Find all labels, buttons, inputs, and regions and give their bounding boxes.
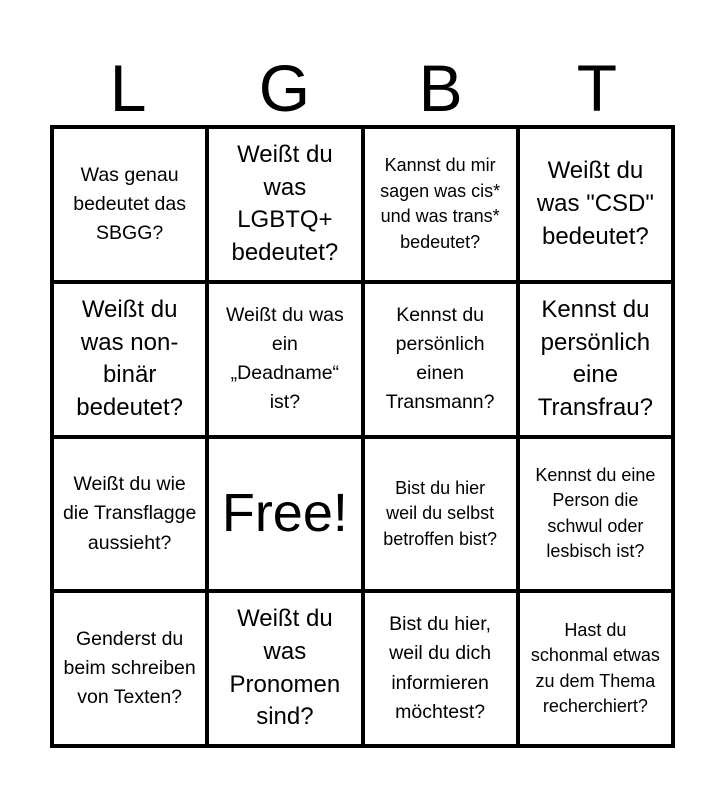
bingo-cell[interactable] <box>363 127 518 282</box>
bingo-cell[interactable] <box>52 437 207 592</box>
bingo-cell[interactable] <box>52 282 207 437</box>
bingo-cell[interactable] <box>207 282 362 437</box>
free-text: Free! <box>221 483 348 544</box>
bingo-cell[interactable] <box>363 282 518 437</box>
cell-text: Weißt du wie die Transflagge aussieht? <box>62 473 197 554</box>
bingo-cell[interactable] <box>518 127 673 282</box>
cell-text: Was genau bedeutet das SBGG? <box>73 163 186 244</box>
free-cell[interactable] <box>207 437 362 592</box>
cell-text: Weißt du was ein „Deadname“ ist? <box>225 303 344 414</box>
bingo-cell[interactable] <box>518 437 673 592</box>
header-letter-b: B <box>418 51 463 125</box>
cell-text: Kannst du mir sagen was cis* und was trans* bedeutet? <box>380 155 501 252</box>
cell-text: Kennst du eine Person die schwul oder lesbisch ist? <box>535 464 656 562</box>
cell-text: Kennst du persönlich eine Transfrau? <box>537 295 653 421</box>
header-letter-t: T <box>576 51 618 125</box>
cell-text: Weißt du was LGBTQ+ bedeutet? <box>231 141 339 266</box>
bingo-cell[interactable] <box>363 437 518 592</box>
cell-text: Weißt du was non-binär bedeutet? <box>76 295 184 421</box>
bingo-cell[interactable] <box>52 127 207 282</box>
cell-text: Genderst du beim schreiben von Texten? <box>63 627 196 709</box>
bingo-cell[interactable] <box>207 591 362 746</box>
cell-text: Weißt du was "CSD" bedeutet? <box>536 157 654 250</box>
bingo-cell[interactable] <box>52 591 207 746</box>
bingo-cell[interactable] <box>207 127 362 282</box>
cell-text: Weißt du was Pronomen sind? <box>229 605 341 731</box>
cell-text: Bist du hier, weil du dich informieren möchtest? <box>389 613 492 723</box>
cell-text: Bist du hier weil du selbst betroffen bist? <box>383 477 497 549</box>
bingo-cell[interactable] <box>363 591 518 746</box>
bingo-cell[interactable] <box>518 591 673 746</box>
cell-text: Hast du schonmal etwas zu dem Thema recherchiert? <box>530 619 660 717</box>
bingo-grid <box>50 125 675 748</box>
header-letter-l: L <box>109 51 147 125</box>
cell-text: Kennst du persönlich einen Transmann? <box>385 303 495 414</box>
bingo-header <box>50 48 675 128</box>
header-letter-g: G <box>258 51 311 125</box>
bingo-cell[interactable] <box>518 282 673 437</box>
